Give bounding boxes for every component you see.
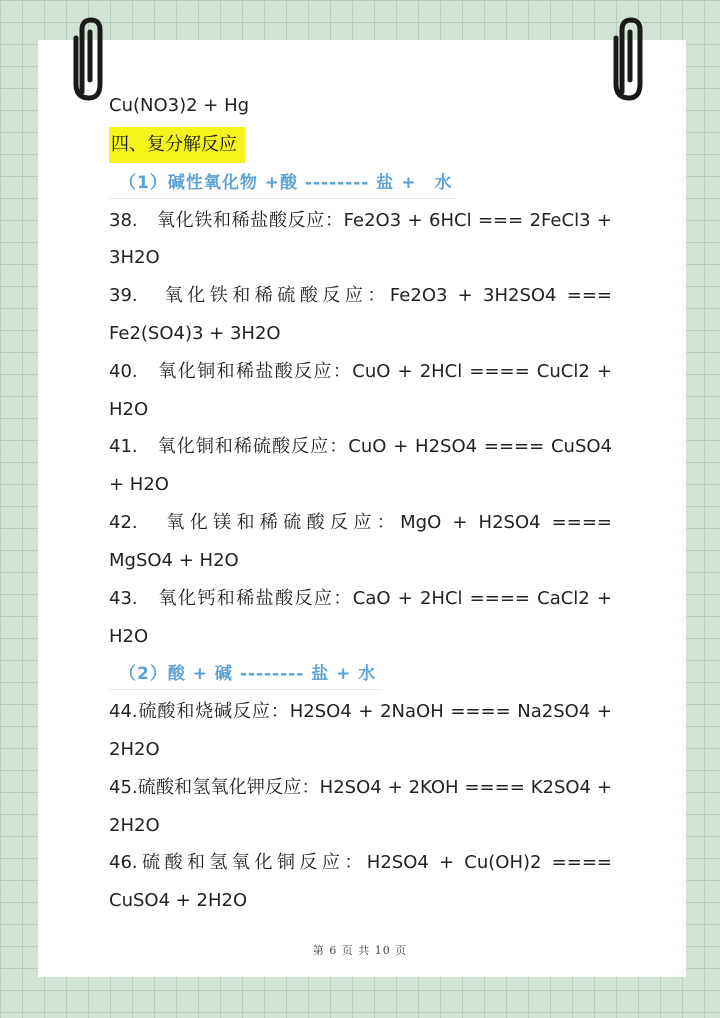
- paperclip-icon: [608, 14, 654, 104]
- equation-line: 46.硫酸和氢氧化铜反应：H2SO4 + Cu(OH)2 ====: [109, 852, 612, 873]
- sub-heading: （1）碱性氧化物 +酸 -------- 盐 + 水: [109, 168, 456, 199]
- equation-line: 2H2O: [109, 739, 160, 760]
- page-number: 第 6 页 共 10 页: [312, 944, 408, 957]
- paperclip-icon: [68, 14, 114, 104]
- equation-line: 44.硫酸和烧碱反应：H2SO4 + 2NaOH ==== Na2SO4 +: [109, 701, 612, 722]
- equation-line: 38. 氧化铁和稀盐酸反应：Fe2O3 + 6HCl === 2FeCl3 +: [109, 210, 612, 231]
- equation-line: 41. 氧化铜和稀硫酸反应：CuO + H2SO4 ==== CuSO4: [109, 436, 612, 457]
- equation-line: 3H2O: [109, 247, 160, 268]
- equation-line: H2O: [109, 399, 149, 420]
- equation-line: H2O: [109, 626, 149, 647]
- equation-line: 40. 氧化铜和稀盐酸反应：CuO + 2HCl ==== CuCl2 +: [109, 361, 612, 382]
- equation-line: + H2O: [109, 474, 169, 495]
- equation-line: 43. 氧化钙和稀盐酸反应：CaO + 2HCl ==== CaCl2 +: [109, 588, 612, 609]
- equation-line: Cu(NO3)2 + Hg: [109, 95, 250, 116]
- section-heading: 四、复分解反应: [109, 127, 245, 163]
- sub-heading: （2）酸 + 碱 -------- 盐 + 水: [109, 659, 380, 690]
- equation-line: MgSO4 + H2O: [109, 550, 239, 571]
- equation-line: 2H2O: [109, 815, 160, 836]
- equation-line: 39. 氧化铁和稀硫酸反应：Fe2O3 + 3H2SO4 ===: [109, 285, 612, 306]
- equation-line: Fe2(SO4)3 + 3H2O: [109, 323, 281, 344]
- equation-line: 45.硫酸和氢氧化钾反应：H2SO4 + 2KOH ==== K2SO4 +: [109, 777, 612, 798]
- equation-line: 42. 氧化镁和稀硫酸反应：MgO + H2SO4 ====: [109, 512, 612, 533]
- equation-line: CuSO4 + 2H2O: [109, 890, 248, 911]
